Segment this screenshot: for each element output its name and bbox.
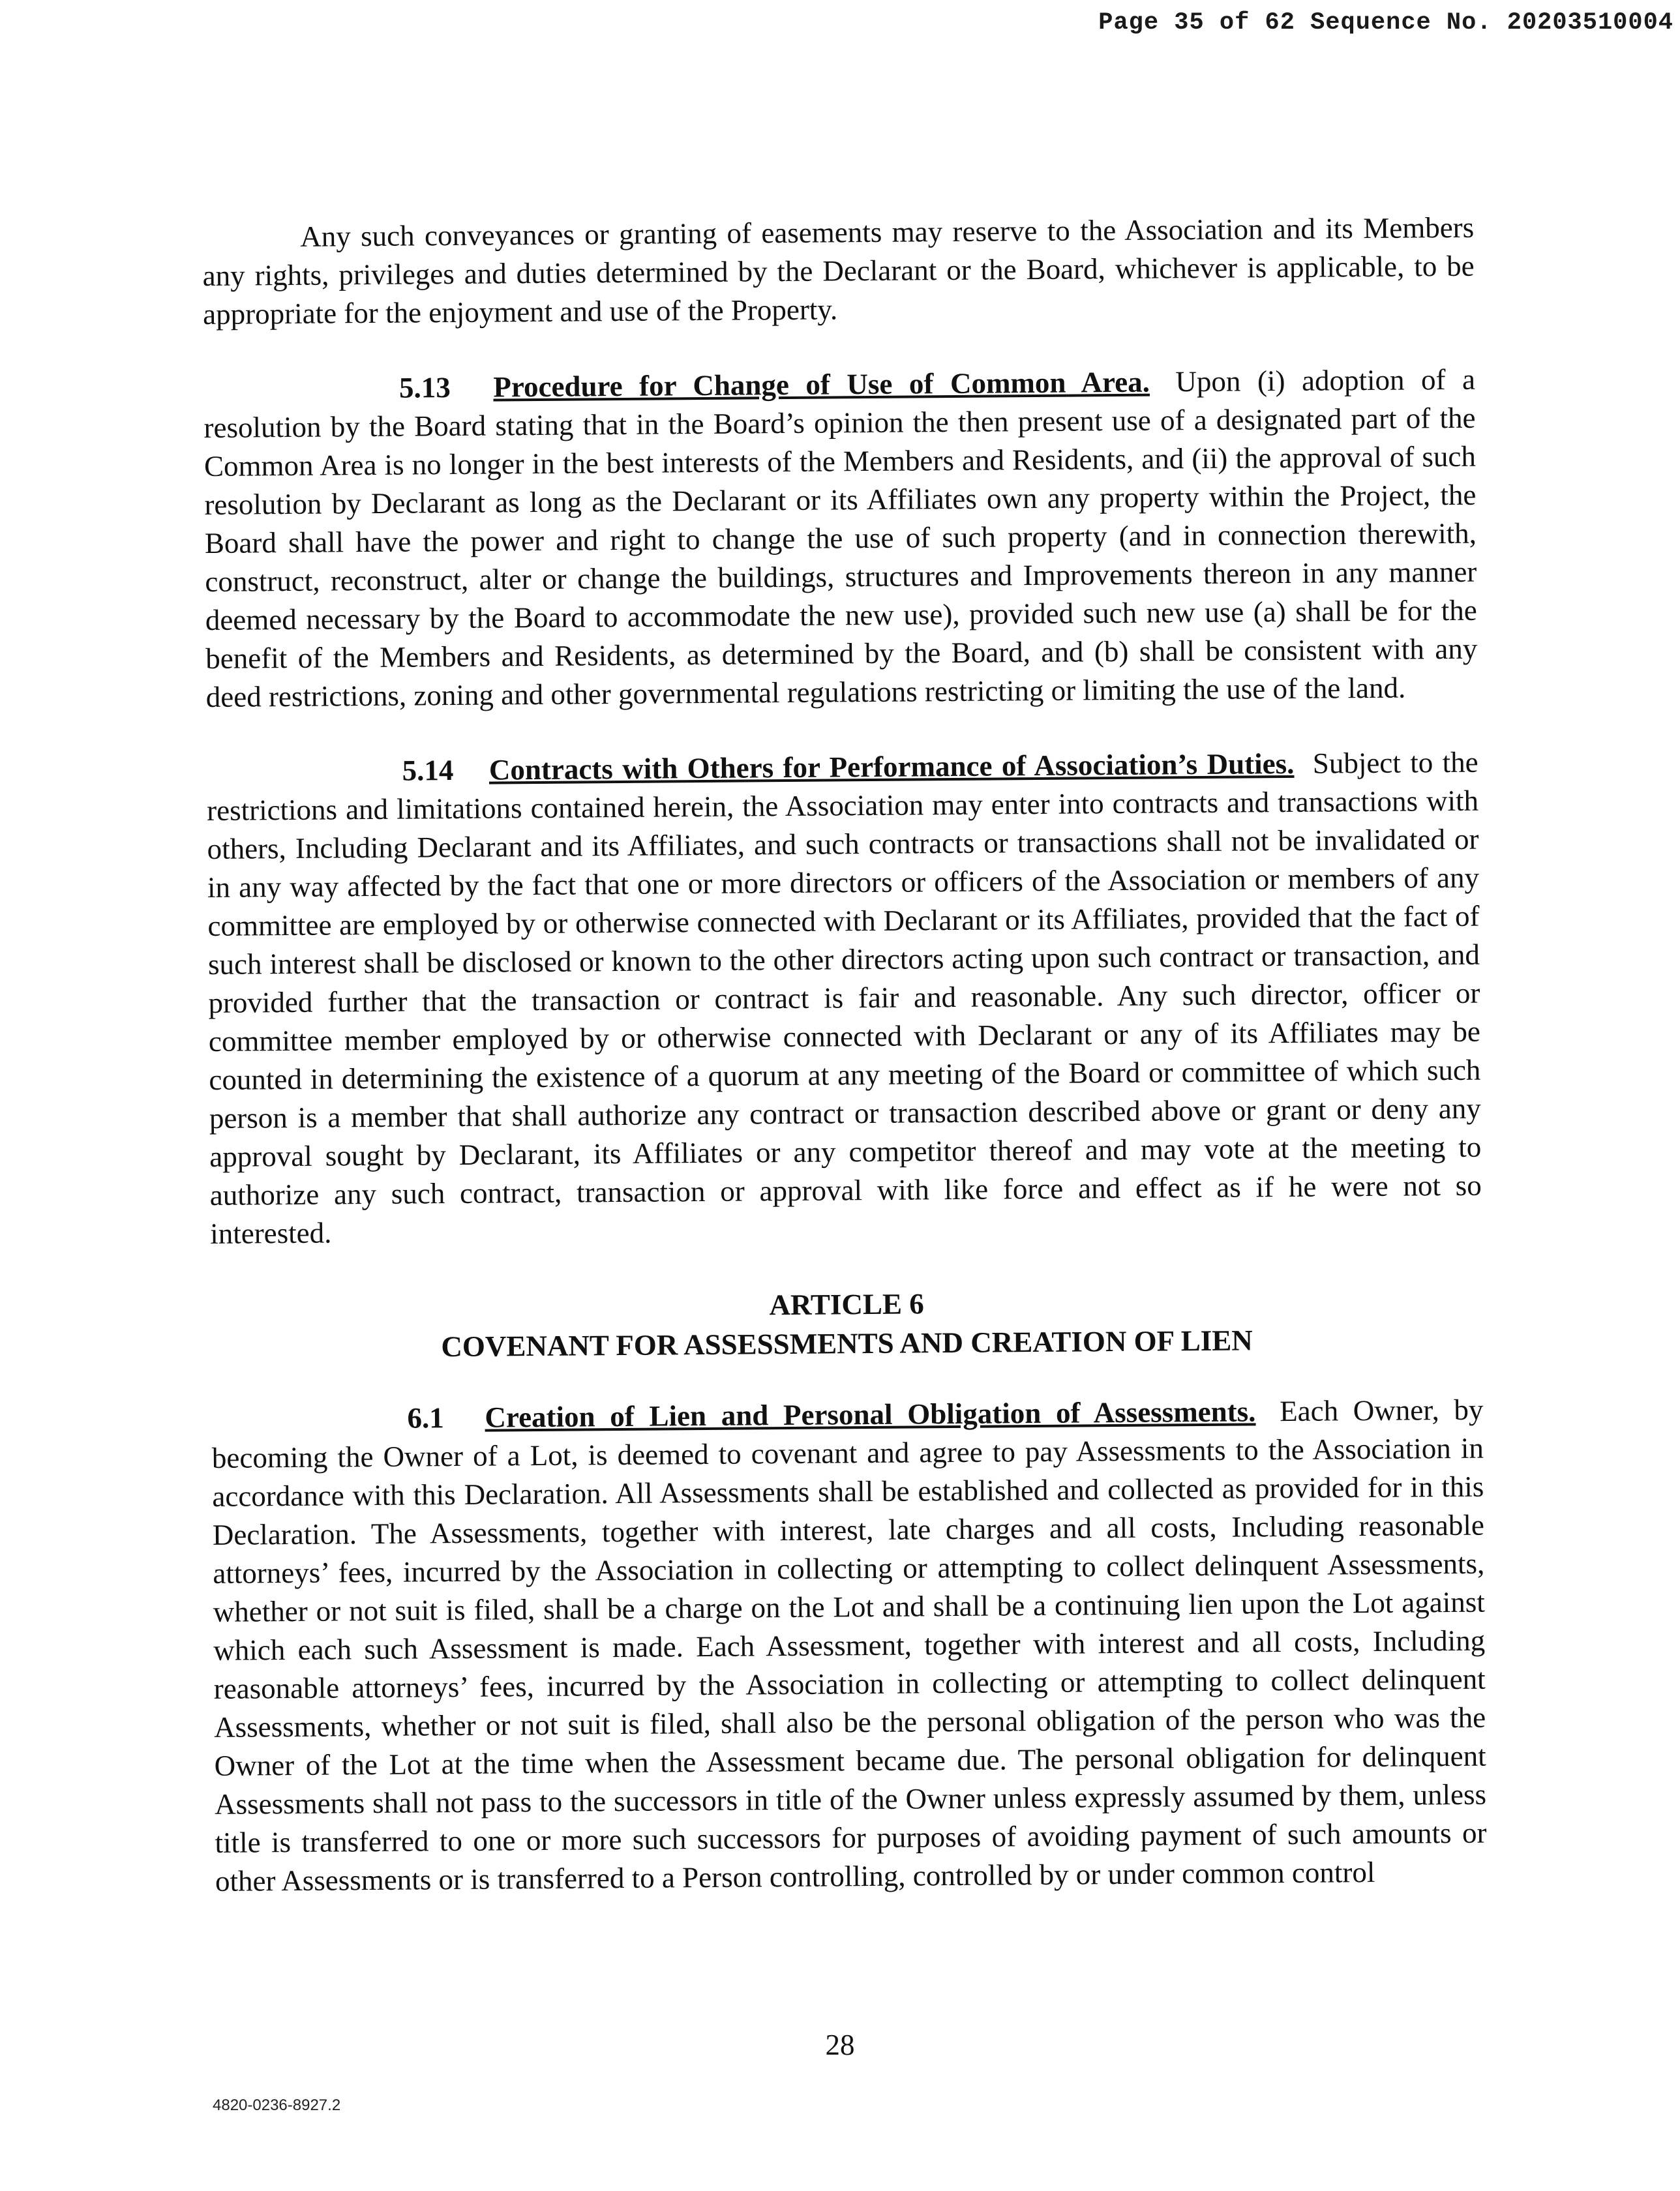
article-heading <box>211 1280 1483 1368</box>
section-title: Contracts with Others for Performance of Association’s Duties. <box>488 747 1295 786</box>
section-5-13 <box>203 361 1478 717</box>
document-body <box>202 209 1488 1937</box>
page-number: 28 <box>825 2029 855 2061</box>
section-body: Subject to the restrictions and limitations contained herein, the Association may enter into contracts and transactions with others, Including Declarant and its Affiliates, and such contracts or transactions shall not be invalidated or in any way affected by the fact that one or more directors or officers of the Association or members of any committee are employed by or otherwise connected with Declarant or its Affiliates, provided that the fact of such interest shall be disclosed or known to the other directors acting upon such contract or transaction, and provided further that the transaction or contract is fair and reasonable. Any such director, officer or committee member employed by or otherwise connected with Declarant or any of its Affiliates may be counted in determining the existence of a quorum at any meeting of the Board or committee of which such person is a member that shall authorize any contract or transaction described above or grant or deny any approval sought by Declarant, its Affiliates or any competitor thereof and may vote at the meeting to authorize any such contract, transaction or approval with like force and effect as if he were not so interested. <box>206 745 1482 1250</box>
section-number: 5.14 <box>402 753 454 787</box>
article-number: ARTICLE 6 <box>769 1287 924 1322</box>
section-number: 5.13 <box>398 371 451 404</box>
section-5-14 <box>206 743 1482 1253</box>
section-title: Creation of Lien and Personal Obligation of Assessments. <box>485 1395 1256 1434</box>
document-id: 4820-0236-8927.2 <box>213 2096 341 2114</box>
section-6-1 <box>211 1391 1487 1901</box>
page-sequence-stamp: Page 35 of 62 Sequence No. 20203510004 <box>1098 9 1673 37</box>
section-number: 6.1 <box>407 1401 444 1435</box>
intro-paragraph: Any such conveyances or granting of easements may reserve to the Association and its Members any rights, privileges and duties determined by the Declarant or the Board, whichever is applicable, to be appropriate for the enjoyment and use of the Property. <box>202 211 1475 331</box>
section-body: Each Owner, by becoming the Owner of a Lot, is deemed to covenant and agree to pay Assessments to the Association in accordance with this Declaration. All Assessments shall be established and collected as provided for in this Declaration. The Assessments, together with interest, late charges and all costs, Including reasonable attorneys’ fees, incurred by the Association in collecting or attempting to collect delinquent Assessments, whether or not suit is filed, shall be a charge on the Lot and shall be a continuing lien upon the Lot against which each such Assessment is made. Each Assessment, together with interest and all costs, Including reasonable attorneys’ fees, incurred by the Association in collecting or attempting to collect delinquent Assessments, whether or not suit is filed, shall also be the personal obligation of the person who was the Owner of the Lot at the time when the Assessment became due. The personal obligation for delinquent Assessments shall not pass to the successors in title of the Owner unless expressly assumed by them, unless title is transferred to one or more such successors for purposes of avoiding payment of such amounts or other Assessments or is transferred to a Person controlling, controlled by or under common control <box>211 1393 1487 1898</box>
article-title: COVENANT FOR ASSESSMENTS AND CREATION OF LIEN <box>441 1324 1253 1364</box>
section-title: Procedure for Change of Use of Common Area. <box>493 365 1150 404</box>
section-body: Upon (i) adoption of a resolution by the Board stating that in the Board’s opinion the then present use of a designated part of the Common Area is no longer in the best interests of the Members and Residents, and (ii) the approval of such resolution by Declarant as long as the Declarant or its Affiliates own any property within the Project, the Board shall have the power and right to change the use of such property (and in connection therewith, construct, reconstruct, alter or change the buildings, structures and Improvements thereon in any manner deemed necessary by the Board to accommodate the new use), provided such new use (a) shall be for the benefit of the Members and Residents, as determined by the Board, and (b) shall be consistent with any deed restrictions, zoning and other governmental regulations restricting or limiting the use of the land. <box>203 363 1478 713</box>
